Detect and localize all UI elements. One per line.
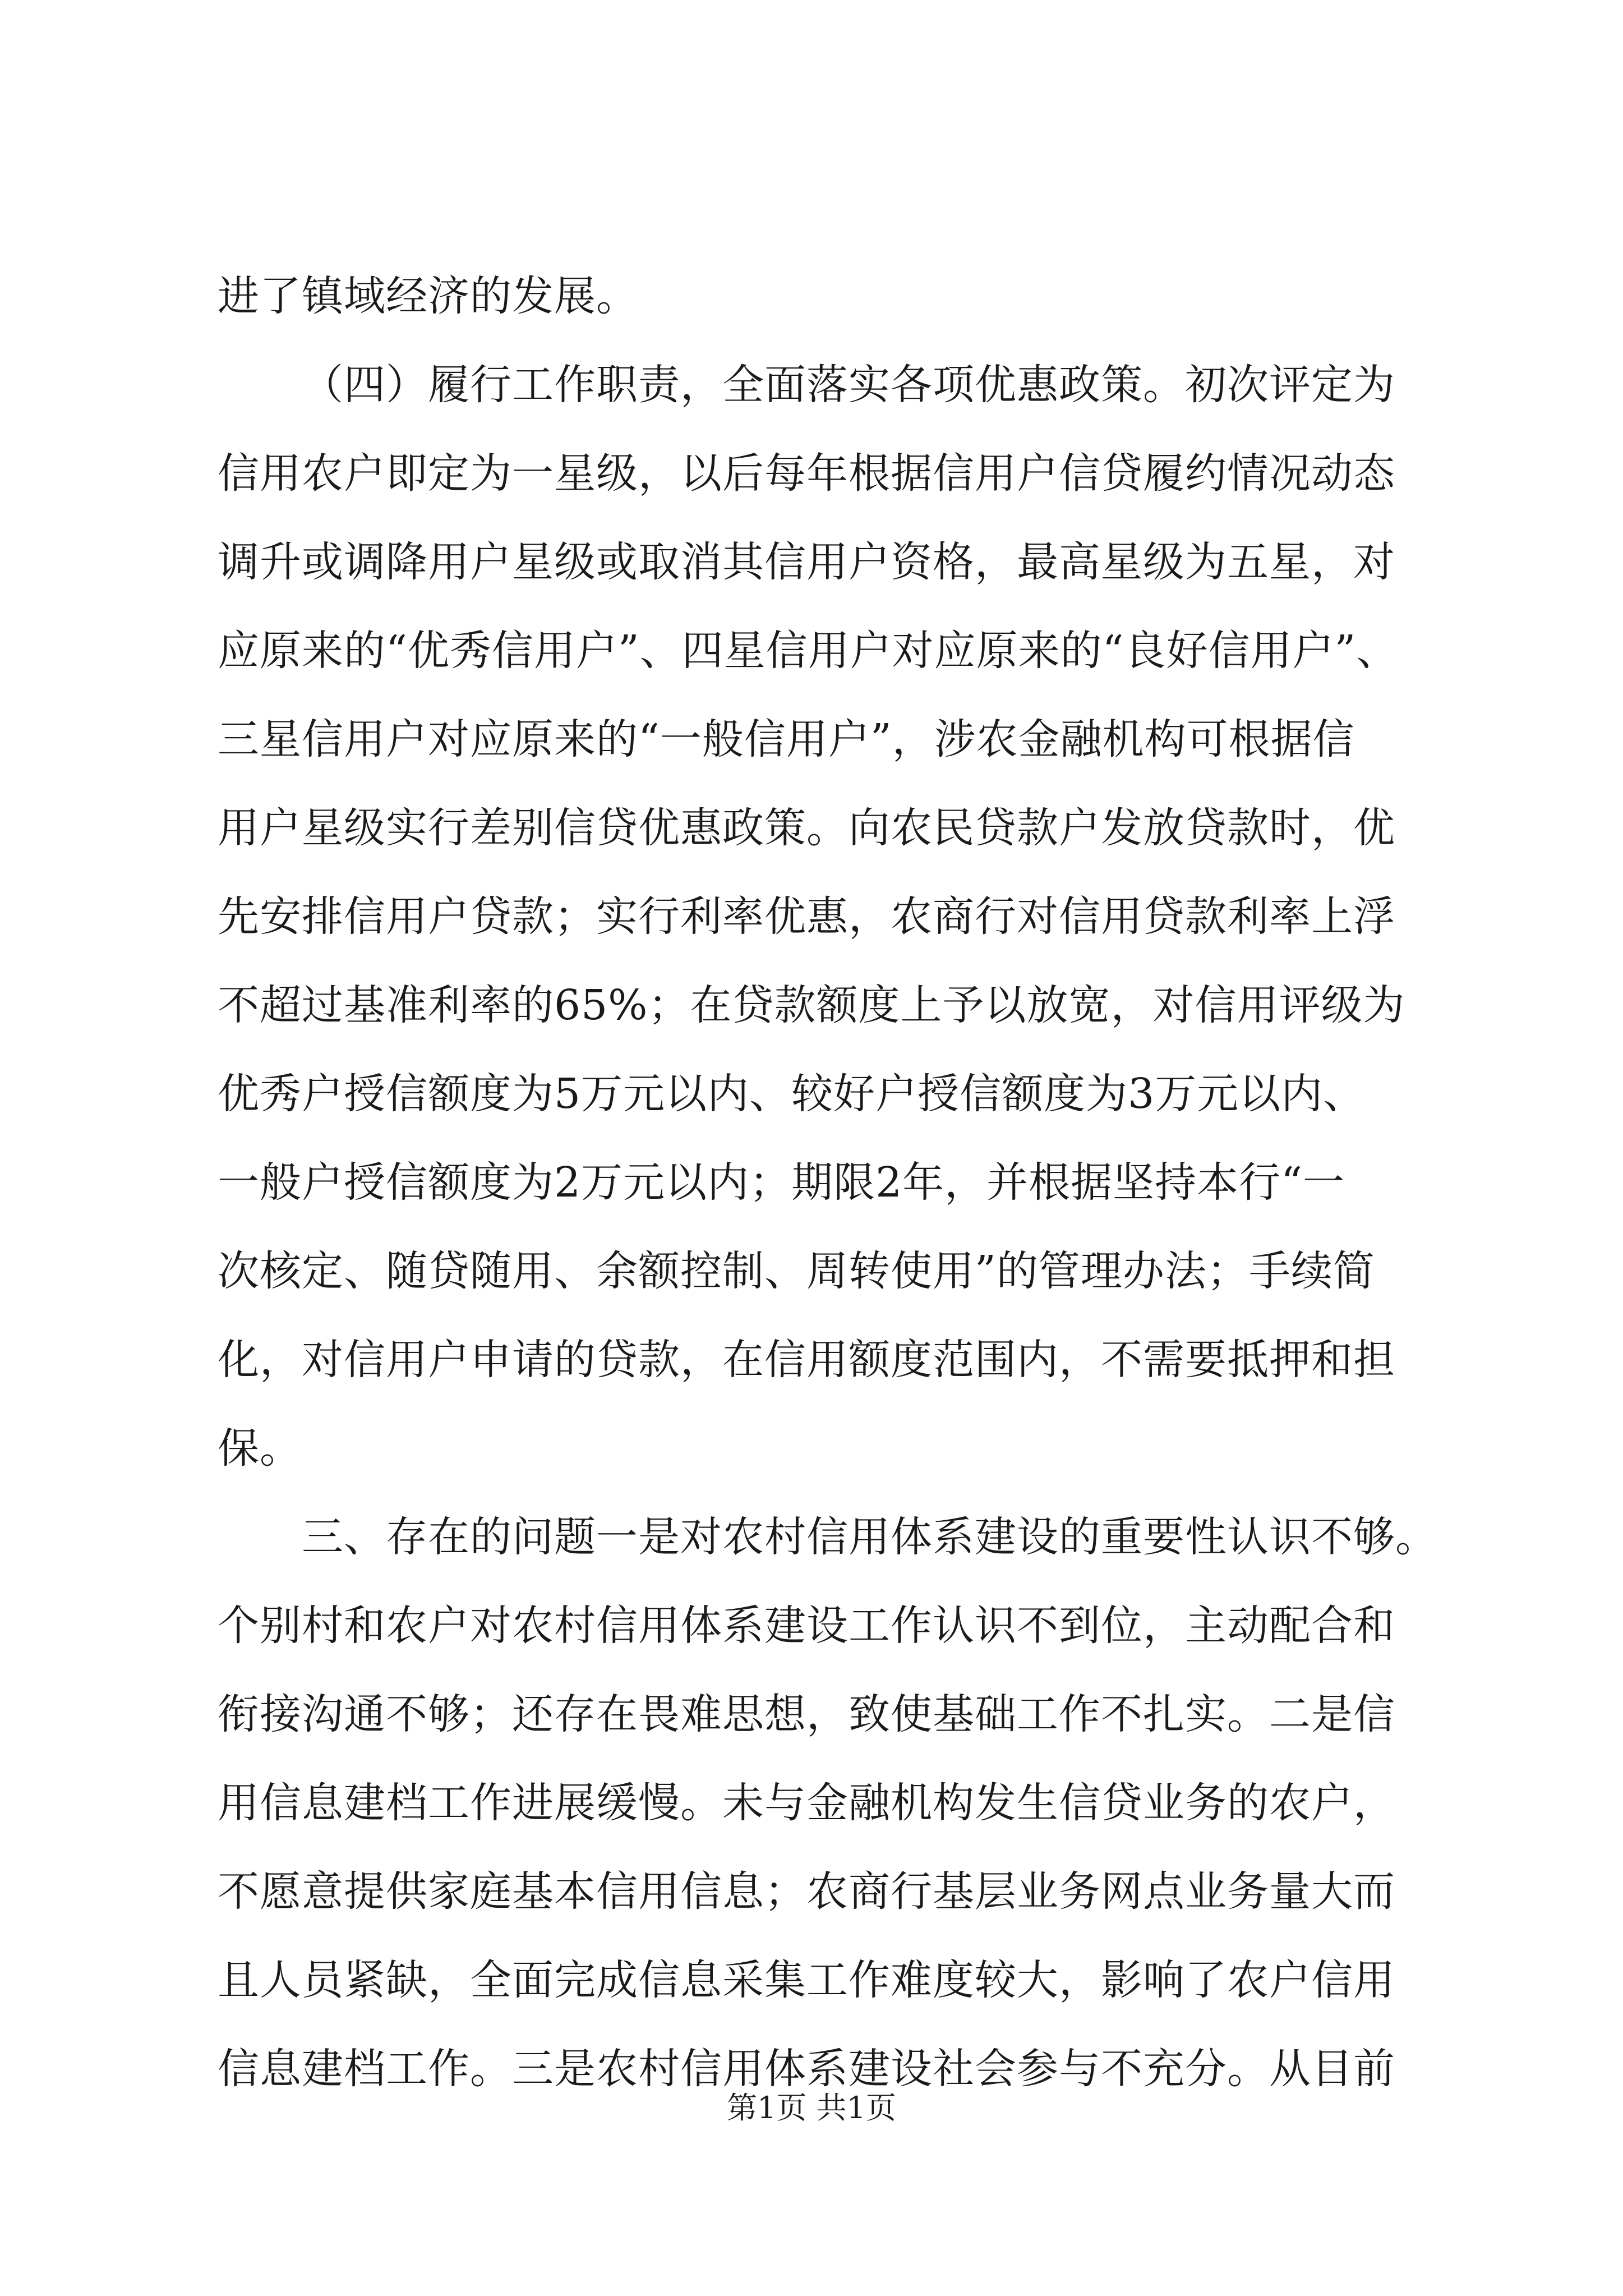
text-line: 信息建档工作。三是农村信用体系建设社会参与不充分。从目前 [218,2045,1395,2093]
section-heading-line: 三、存在的问题一是对农村信用体系建设的重要性认识不够。 [302,1513,1437,1561]
text-line: 先安排信用户贷款；实行利率优惠，农商行对信用贷款利率上浮 [218,892,1395,941]
text-line: 化，对信用户申请的贷款，在信用额度范围内，不需要抵押和担 [218,1336,1395,1384]
text-line: 一般户授信额度为2万元以内；期限2年，并根据坚持本行“一 [218,1158,1345,1207]
text-line: 进了镇域经济的发展。 [218,272,638,320]
text-line: 三星信用户对应原来的“一般信用户”，涉农金融机构可根据信 [218,715,1355,763]
text-line: 应原来的“优秀信用户”、四星信用户对应原来的“良好信用户”、 [218,627,1399,675]
page-footer: 第1页 共1页 [727,2090,896,2125]
text-line: 信用农户即定为一星级，以后每年根据信用户信贷履约情况动态 [218,449,1395,498]
paragraph-heading-line: （四）履行工作职责，全面落实各项优惠政策。初次评定为 [302,361,1395,409]
text-line: 用信息建档工作进展缓慢。未与金融机构发生信贷业务的农户， [218,1779,1395,1827]
text-line: 且人员紧缺，全面完成信息采集工作难度较大，影响了农户信用 [218,1956,1395,2004]
text-line: 不超过基准利率的65%；在贷款额度上予以放宽，对信用评级为 [218,981,1405,1029]
text-line: 不愿意提供家庭基本信用信息；农商行基层业务网点业务量大而 [218,1867,1395,1916]
text-line: 个别村和农户对农村信用体系建设工作认识不到位，主动配合和 [218,1602,1395,1650]
text-line: 保。 [218,1424,302,1473]
text-line: 次核定、随贷随用、余额控制、周转使用”的管理办法；手续简 [218,1247,1375,1295]
text-line: 用户星级实行差别信贷优惠政策。向农民贷款户发放贷款时，优 [218,804,1395,852]
text-line: 调升或调降用户星级或取消其信用户资格，最高星级为五星，对 [218,538,1395,586]
text-line: 衔接沟通不够；还存在畏难思想，致使基础工作不扎实。二是信 [218,1690,1395,1738]
text-line: 优秀户授信额度为5万元以内、较好户授信额度为3万元以内、 [218,1070,1366,1118]
